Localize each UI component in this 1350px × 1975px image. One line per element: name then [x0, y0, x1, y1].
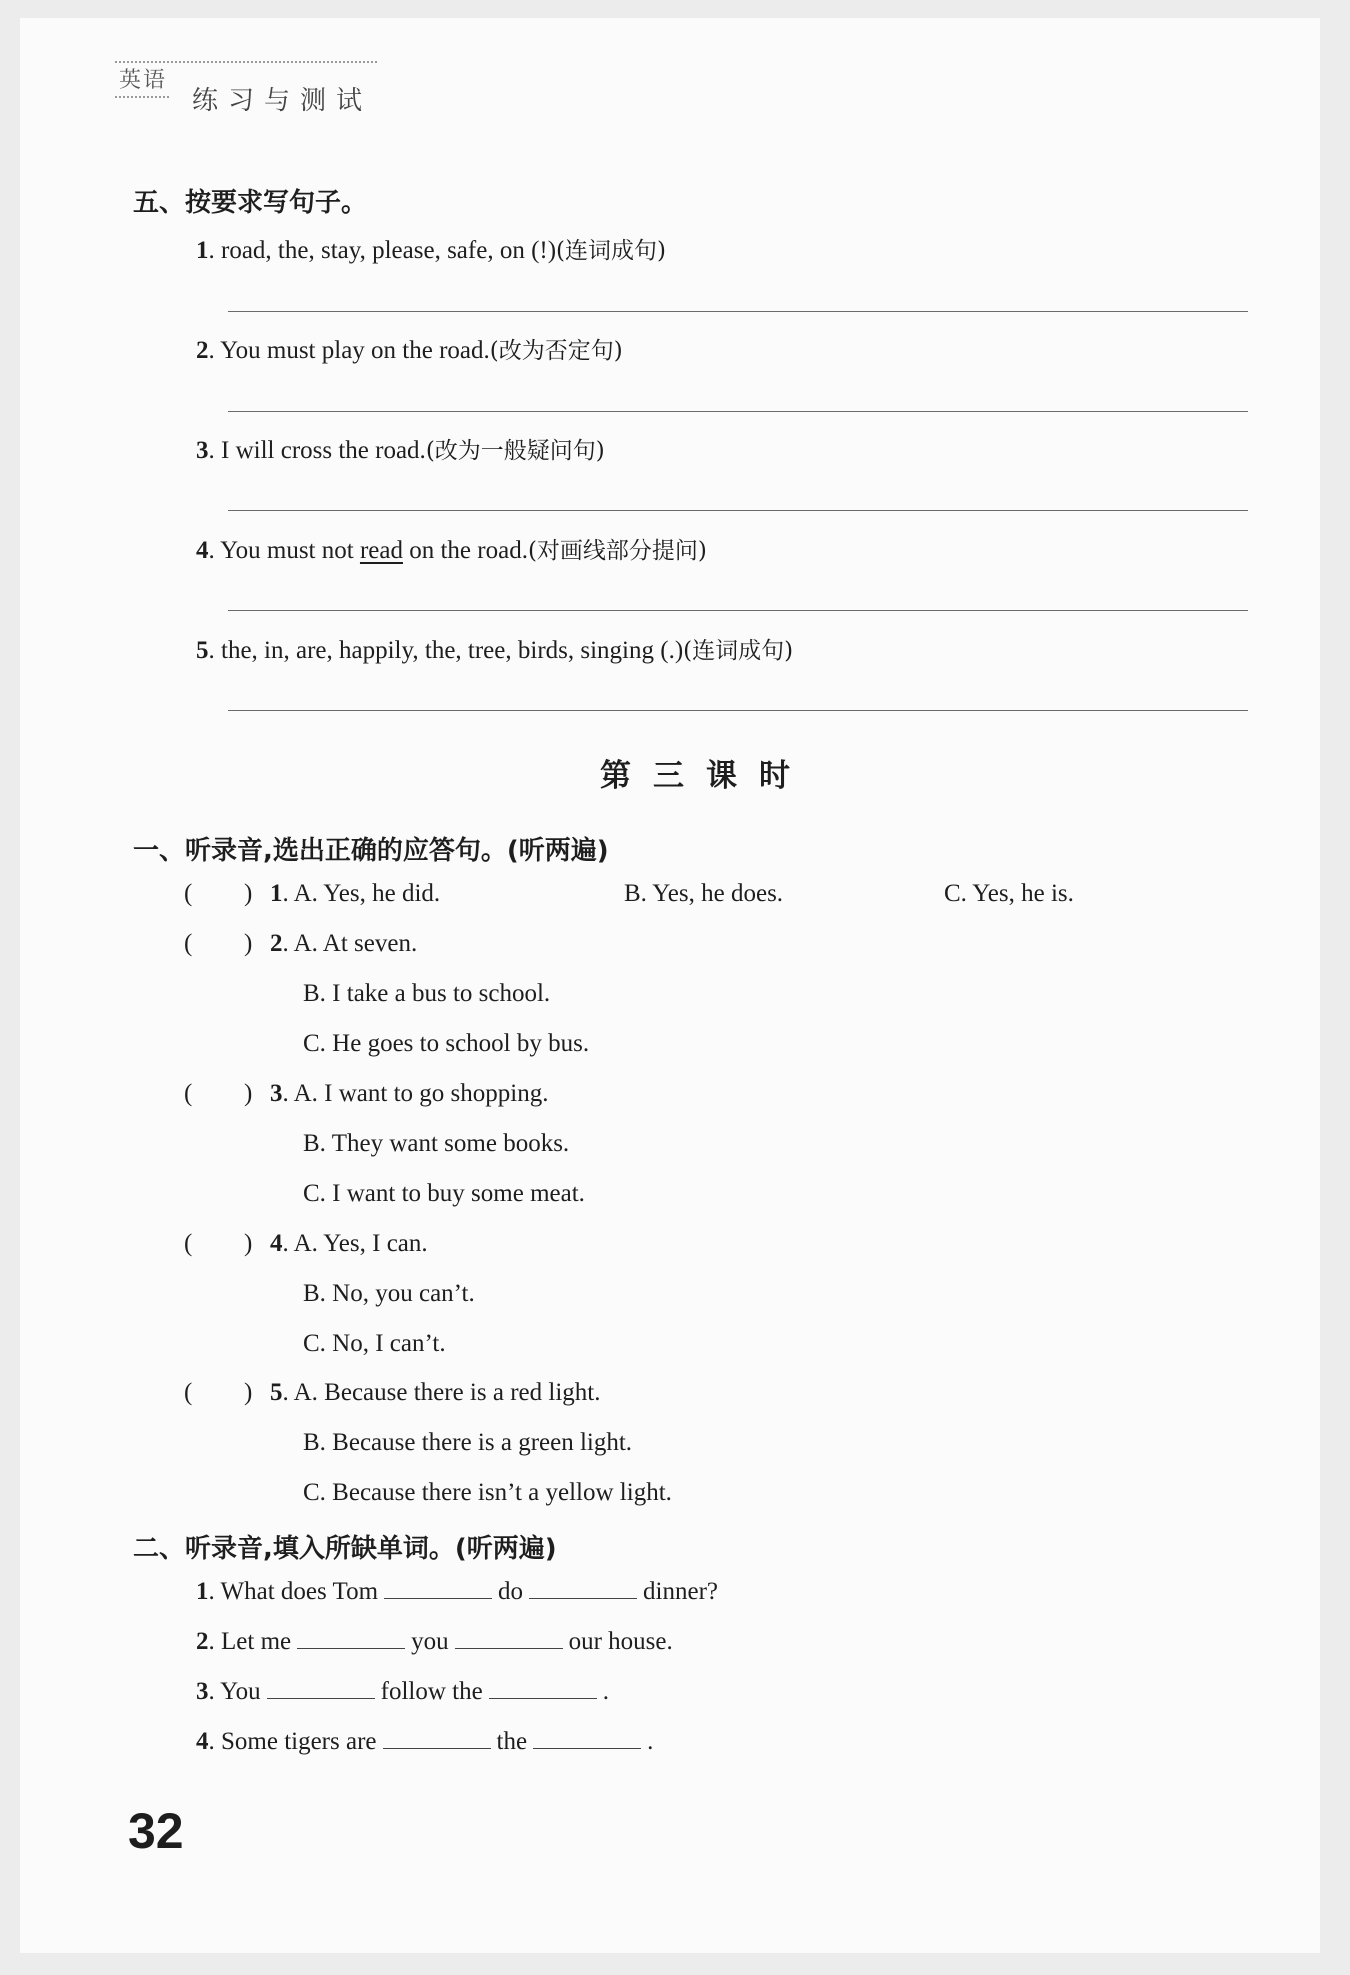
- p1-item-3-c: C. I want to buy some meat.: [303, 1180, 585, 1207]
- answer-paren-close: ): [244, 930, 253, 957]
- s5-question-3: [196, 432, 605, 465]
- p1-item-5-a: 5. A. Because there is a red light.: [270, 1379, 601, 1406]
- answer-paren-close: ): [244, 1080, 253, 1107]
- fill-blank[interactable]: [533, 1747, 641, 1749]
- question-number: 3: [196, 437, 209, 464]
- answer-paren-open: (: [184, 1379, 193, 1406]
- header-subject: 英语: [115, 63, 169, 98]
- answer-paren-open: (: [184, 1230, 193, 1257]
- question-hint: (连词成句): [683, 638, 794, 664]
- question-number: 1: [196, 237, 209, 264]
- answer-paren-close: ): [244, 1379, 253, 1406]
- fill-blank[interactable]: [297, 1647, 405, 1649]
- s5-question-2: [196, 332, 623, 365]
- p1-item-4-b: B. No, you can’t.: [303, 1280, 475, 1307]
- p1-item-2-a: 2. A. At seven.: [270, 930, 418, 957]
- p1-item-4-a: 4. A. Yes, I can.: [270, 1230, 428, 1257]
- page-number: 32: [128, 1803, 184, 1859]
- answer-paren-open: (: [184, 1080, 193, 1107]
- p1-item-4-c: C. No, I can’t.: [303, 1330, 446, 1357]
- question-number: 5: [196, 637, 209, 664]
- p1-item-5-c: C. Because there isn’t a yellow light.: [303, 1479, 672, 1506]
- question-text: . I will cross the road.: [208, 437, 426, 464]
- answer-line-5[interactable]: [228, 710, 1248, 711]
- question-hint: (改为一般疑问句): [425, 438, 605, 464]
- p1-item-2-b: B. I take a bus to school.: [303, 980, 551, 1007]
- question-hint: (改为否定句): [489, 338, 623, 364]
- answer-line-3[interactable]: [228, 510, 1248, 511]
- answer-paren-open: (: [184, 930, 193, 957]
- fill-blank[interactable]: [455, 1647, 563, 1649]
- question-text: . You must play on the road.: [208, 337, 490, 364]
- answer-paren-close: ): [244, 1230, 253, 1257]
- answer-box-1[interactable]: [192, 878, 242, 908]
- answer-line-2[interactable]: [228, 411, 1248, 412]
- question-text: . road, the, stay, please, safe, on (!): [208, 237, 557, 264]
- question-text-post: on the road.: [402, 537, 528, 564]
- question-number: 2: [196, 337, 209, 364]
- p2-item-4: 4. Some tigers are the .: [196, 1728, 654, 1755]
- p1-item-3-a: 3. A. I want to go shopping.: [270, 1080, 549, 1107]
- s5-question-1: [196, 232, 666, 265]
- answer-paren-open: (: [184, 880, 193, 907]
- question-text: . the, in, are, happily, the, tree, birds, singing (.): [208, 637, 684, 664]
- fill-blank[interactable]: [489, 1697, 597, 1699]
- answer-box-3[interactable]: [192, 1078, 242, 1108]
- p2-item-2: 2. Let me you our house.: [196, 1628, 673, 1655]
- p1-item-5-b: B. Because there is a green light.: [303, 1429, 633, 1456]
- worksheet-page: [20, 18, 1320, 1953]
- answer-box-5[interactable]: [192, 1377, 242, 1407]
- part-1-heading: 一、听录音,选出正确的应答句。(听两遍): [133, 836, 609, 866]
- s5-question-5: [196, 632, 793, 665]
- question-text-pre: . You must not: [208, 537, 360, 564]
- header-title: 练习与测试: [192, 86, 373, 116]
- question-hint: (对画线部分提问): [527, 538, 707, 564]
- fill-blank[interactable]: [529, 1597, 637, 1599]
- question-number: 4: [196, 537, 209, 564]
- s5-question-4: [196, 532, 707, 565]
- part-2-heading: 二、听录音,填入所缺单词。(听两遍): [133, 1534, 557, 1564]
- section-5-heading: 五、按要求写句子。: [133, 188, 368, 218]
- answer-line-4[interactable]: [228, 610, 1248, 611]
- p1-item-1-b: B. Yes, he does.: [624, 880, 784, 907]
- p1-item-2-c: C. He goes to school by bus.: [303, 1030, 590, 1057]
- lesson-title: 第三课时: [600, 758, 812, 794]
- question-hint: (连词成句): [556, 238, 666, 264]
- fill-blank[interactable]: [384, 1597, 492, 1599]
- answer-line-1[interactable]: [228, 311, 1248, 312]
- answer-box-2[interactable]: [192, 928, 242, 958]
- p1-item-1-a: 1. A. Yes, he did.: [270, 880, 441, 907]
- underlined-word: read: [359, 537, 403, 564]
- fill-blank[interactable]: [267, 1697, 375, 1699]
- fill-blank[interactable]: [383, 1747, 491, 1749]
- p2-item-3: 3. You follow the .: [196, 1678, 609, 1705]
- answer-paren-close: ): [244, 880, 253, 907]
- p1-item-3-b: B. They want some books.: [303, 1130, 570, 1157]
- answer-box-4[interactable]: [192, 1228, 242, 1258]
- p1-item-1-c: C. Yes, he is.: [944, 880, 1074, 907]
- p2-item-1: 1. What does Tom do dinner?: [196, 1578, 718, 1605]
